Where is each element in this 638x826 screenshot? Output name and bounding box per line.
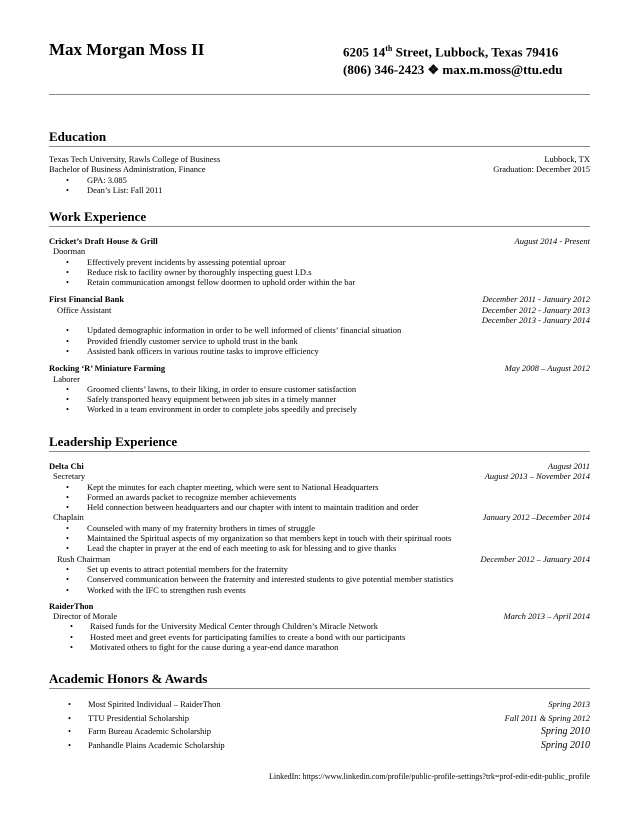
leadership-bullet: Maintained the Spiritual aspects of my organization so that members kept in touch with their spiritual roots: [87, 533, 452, 544]
leadership-bullet: Worked with the IFC to strengthen rush events: [87, 584, 246, 595]
header-divider: [49, 94, 590, 95]
job-role: Laborer: [53, 373, 80, 384]
job-bullet: Worked in a team environment in order to complete jobs speedily and precisely: [87, 404, 357, 415]
employer-name: Cricket’s Draft House & Grill: [49, 236, 158, 246]
bullet-icon: •: [66, 563, 69, 574]
bullet-icon: •: [66, 277, 69, 288]
employer-name: First Financial Bank: [49, 294, 125, 305]
school-location: Lubbock, TX: [544, 154, 590, 164]
award-name: TTU Presidential Scholarship: [88, 712, 190, 723]
leadership-bullet: Motivated others to fight for the cause during a year-end dance marathon: [90, 642, 339, 653]
job-bullet: Retain communication amongst fellow doormen to uphold order within the bar: [87, 277, 356, 288]
award-date: Spring 2013: [548, 699, 590, 709]
position-title: Secretary: [53, 471, 86, 482]
graduation-date: Graduation: December 2015: [493, 164, 590, 175]
bullet-icon: •: [66, 174, 69, 185]
bullet-icon: •: [66, 533, 69, 544]
leadership-bullet: Kept the minutes for each chapter meeting, which were sent to National Headquarters: [87, 481, 379, 492]
school-name: Texas Tech University, Rawls College of Business: [49, 154, 221, 164]
education-bullet: Dean’s List: Fall 2011: [87, 184, 163, 195]
bullet-icon: •: [70, 621, 73, 632]
bullet-icon: •: [66, 345, 69, 356]
leadership-bullet: Set up events to attract potential members for the fraternity: [87, 563, 288, 574]
leadership-bullet: Formed an awards packet to recognize member achievements: [87, 491, 297, 502]
bullet-icon: •: [66, 325, 69, 336]
bullet-icon: •: [66, 502, 69, 513]
position-dates: March 2013 – April 2014: [503, 611, 590, 622]
address-suffix: th: [385, 44, 393, 53]
bullet-icon: •: [66, 481, 69, 492]
award-item: [49, 739, 590, 753]
linkedin-link[interactable]: LinkedIn: https://www.linkedin.com/profile/public-profile-settings?trk=prof-edit-edit-public_profile: [268, 772, 590, 781]
job-bullet: Effectively prevent incidents by assessing potential uproar: [87, 256, 286, 267]
job-role: Office Assistant: [57, 304, 112, 315]
award-date: Fall 2011 & Spring 2012: [504, 712, 590, 723]
position-title: Chaplain: [53, 512, 84, 523]
bullet-icon: •: [66, 522, 69, 533]
education-section: [49, 129, 590, 195]
position-dates: January 2012 –December 2014: [482, 512, 590, 523]
job-entry: [49, 294, 590, 356]
work-section: [49, 209, 590, 415]
leadership-bullet: Hosted meet and greet events for participating families to create a bond with our participants: [90, 631, 406, 642]
position-dates: August 2013 – November 2014: [484, 471, 590, 482]
phone-email-line: (806) 346-2423 ❖ max.m.moss@ttu.edu: [343, 62, 563, 78]
job-entry: [49, 363, 590, 414]
bullet-icon: •: [66, 256, 69, 267]
job-dates: May 2008 – August 2012: [504, 363, 590, 374]
bullet-icon: •: [66, 491, 69, 502]
address-street: Street, Lubbock, Texas 79416: [392, 44, 559, 60]
job-dates: December 2012 - January 2013: [481, 304, 590, 315]
work-heading: Work Experience: [49, 209, 590, 227]
award-name: Panhandle Plains Academic Scholarship: [88, 739, 225, 750]
job-bullet: Reduce risk to facility owner by thoroughly inspecting guest I.D.s: [87, 266, 312, 277]
award-name: Farm Bureau Academic Scholarship: [88, 726, 211, 736]
bullet-icon: •: [66, 394, 69, 405]
job-dates: August 2014 - Present: [514, 236, 590, 246]
job-bullet: Groomed clients’ lawns, to their liking, in order to ensure customer satisfaction: [87, 383, 357, 394]
job-dates: December 2011 - January 2012: [482, 294, 590, 305]
candidate-name: Max Morgan Moss II: [49, 40, 205, 59]
education-heading: Education: [49, 129, 590, 147]
address-number: 6205 14: [343, 44, 386, 60]
job-role: Doorman: [53, 246, 86, 257]
job-bullet: Assisted bank officers in various routine tasks to improve efficiency: [87, 345, 319, 356]
position-title: Director of Morale: [53, 611, 118, 622]
job-bullet: Provided friendly customer service to uphold trust in the bank: [87, 335, 298, 346]
bullet-icon: •: [70, 642, 73, 653]
leadership-section: [49, 434, 590, 652]
awards-heading: Academic Honors & Awards: [49, 671, 590, 689]
job-bullet: Safely transported heavy equipment between job sites in a timely manner: [87, 394, 337, 405]
leadership-bullet: Counseled with many of my fraternity brothers in times of struggle: [87, 522, 316, 533]
award-item: [49, 725, 590, 739]
organization-name: Delta Chi: [49, 461, 84, 471]
address-line: [343, 40, 593, 61]
job-bullet: Updated demographic information in order to be well informed of clients’ financial situation: [87, 325, 402, 336]
award-item: [49, 698, 590, 712]
award-item: [49, 712, 590, 726]
bullet-icon: •: [68, 726, 71, 736]
bullet-icon: •: [66, 404, 69, 415]
bullet-icon: •: [66, 266, 69, 277]
award-name: Most Spirited Individual – RaiderThon: [88, 699, 221, 709]
leadership-bullet: Conserved communication between the fraternity and interested students to give potential member statistics: [87, 574, 454, 585]
awards-section: [49, 671, 590, 752]
position-title: Rush Chairman: [57, 553, 111, 564]
degree: Bachelor of Business Administration, Finance: [49, 164, 206, 175]
bullet-icon: •: [68, 699, 71, 709]
organization-date: August 2011: [547, 461, 590, 471]
bullet-icon: •: [66, 584, 69, 595]
leadership-bullet: Raised funds for the University Medical Center through Children’s Miracle Network: [90, 621, 378, 632]
bullet-icon: •: [66, 184, 69, 195]
bullet-icon: •: [68, 712, 71, 723]
award-date: Spring 2010: [540, 739, 590, 751]
bullet-icon: •: [66, 574, 69, 585]
bullet-icon: •: [70, 631, 73, 642]
position-dates: December 2012 – January 2014: [480, 553, 590, 564]
award-date: Spring 2010: [540, 726, 590, 737]
bullet-icon: •: [66, 543, 69, 554]
resume-page: [49, 0, 590, 826]
bullet-icon: •: [66, 335, 69, 346]
organization-name: RaiderThon: [49, 600, 94, 611]
bullet-icon: •: [68, 739, 71, 750]
job-dates: December 2013 - January 2014: [481, 315, 590, 326]
leadership-heading: Leadership Experience: [49, 434, 590, 452]
resume-header: [49, 36, 590, 96]
leadership-bullet: Lead the chapter in prayer at the end of each meeting to ask for blessing and to give thanks: [87, 543, 397, 554]
bullet-icon: •: [66, 383, 69, 394]
leadership-bullet: Held connection between headquarters and our chapter with intent to maintain tradition and order: [87, 502, 419, 513]
contact-block: [343, 40, 593, 79]
education-bullet: GPA: 3.085: [87, 174, 127, 185]
job-entry: [49, 236, 590, 287]
employer-name: Rocking ‘R’ Miniature Farming: [49, 363, 166, 374]
